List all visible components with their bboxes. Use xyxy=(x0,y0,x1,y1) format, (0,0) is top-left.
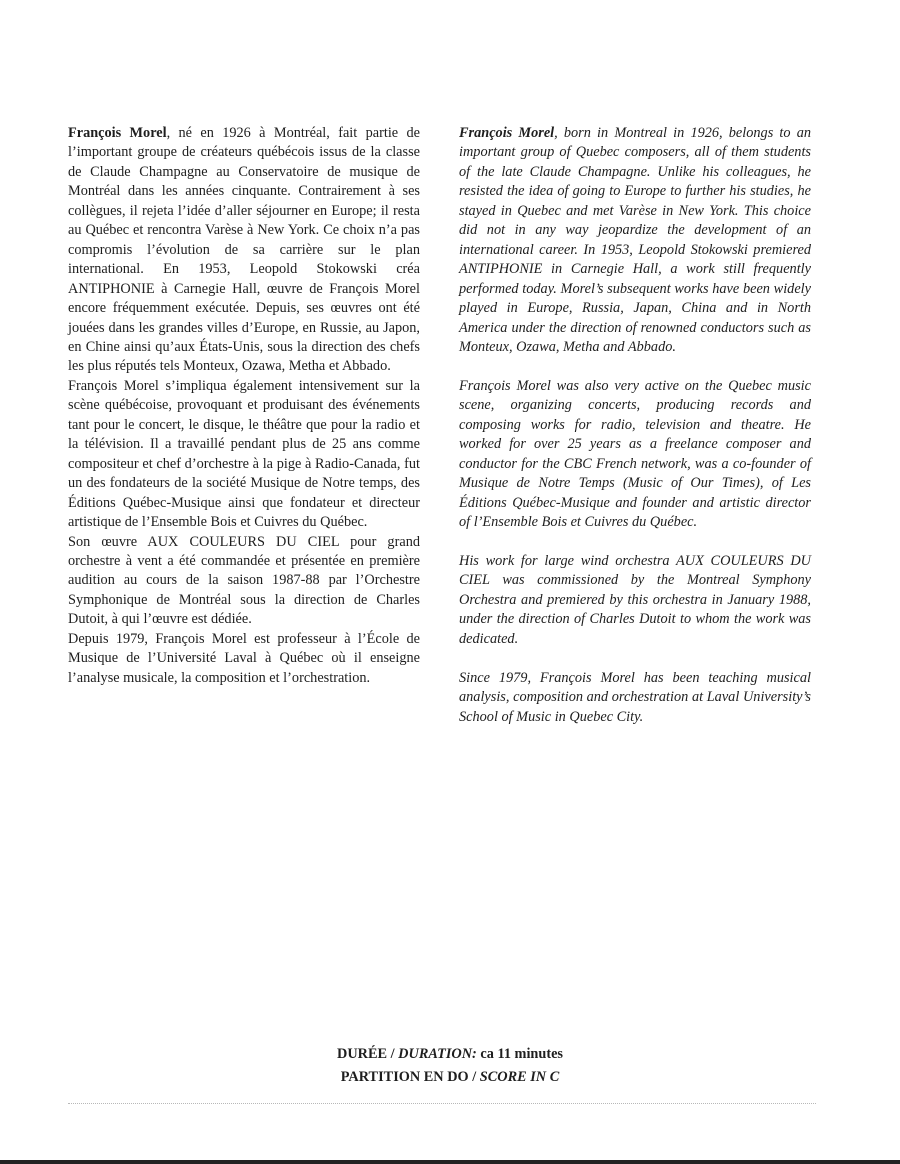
composer-name-fr: François Morel xyxy=(68,125,167,141)
french-paragraph-1 xyxy=(68,124,420,377)
english-biography-column xyxy=(459,124,811,727)
footer-divider xyxy=(68,1103,816,1104)
english-paragraph-1-text: , born in Montreal in 1926, belongs to an important group of Quebec composers, all of them students of the late Claude Champagne. Unlike his colleagues, he resisted the idea of going to Europe to further his studies, he stayed in Quebec and met Varèse in New York. This choice did not in any way jeopardize the development of an international career. In 1953, Leopold Stokowski premiered ANTIPHONIE in Carnegie Hall, a work still frequently performed today. Morel’s subsequent works have been widely played in Europe, Russia, Japan, China and in North America under the direction of renowned conductors such as Monteux, Ozawa, Metha and Abbado. xyxy=(459,125,811,355)
duration-label-fr: DURÉE / xyxy=(337,1046,399,1062)
score-label-en: SCORE IN C xyxy=(479,1069,560,1085)
page-bottom-edge xyxy=(0,1160,900,1164)
score-label-fr: PARTITION EN DO / xyxy=(340,1069,480,1085)
french-paragraph-4: Depuis 1979, François Morel est professeur à l’École de Musique de l’Université Laval à Québec où il enseigne l’analyse musicale, la composition et l’orchestration. xyxy=(68,630,420,686)
french-paragraph-3: Son œuvre AUX COULEURS DU CIEL pour grand orchestre à vent a été commandée et présentée en première audition au cours de la saison 1987-88 par l’Orchestre Symphonique de Montréal sous la direction de Charles Dutoit, à qui l’œuvre est dédiée. xyxy=(68,533,420,628)
composer-name-en: François Morel xyxy=(459,125,555,141)
english-paragraph-4: Since 1979, François Morel has been teaching musical analysis, composition and orchestration at Laval University’s School of Music in Quebec City. xyxy=(459,669,811,725)
english-paragraph-2: François Morel was also very active on the Quebec music scene, organizing concerts, producing records and composing works for radio, television and theatre. He worked for over 25 years as a freelance composer and conductor for the CBC French network, was a co-founder of Musique de Notre Temps (Music of Our Times), of Les Éditions Québec-Musique and founder and artistic director of l’Ensemble Bois et Cuivres du Québec. xyxy=(459,377,811,531)
duration-label-en: DURATION: xyxy=(398,1046,477,1062)
french-biography-column xyxy=(68,124,420,688)
score-line xyxy=(0,1066,900,1089)
english-paragraph-3: His work for large wind orchestra AUX COULEURS DU CIEL was commissioned by the Montreal Symphony Orchestra and premiered by this orchestra in January 1988, under the direction of Charles Dutoit to whom the work was dedicated. xyxy=(459,552,811,647)
french-paragraph-2: François Morel s’impliqua également intensivement sur la scène québécoise, provoquant et produisant des événements tant pour le concert, le disque, le théâtre que pour la radio et la télévision. Il a travaillé pendant plus de 25 ans comme compositeur et chef d’orchestre à la pige à Radio-Canada, fut un des fondateurs de la société Musique de Notre temps, des Éditions Québec-Musique ainsi que fondateur et directeur artistique de l’Ensemble Bois et Cuivres du Québec. xyxy=(68,377,420,531)
english-paragraph-1 xyxy=(459,124,811,357)
duration-line xyxy=(0,1043,900,1066)
duration-value: ca 11 minutes xyxy=(476,1046,563,1062)
score-info-footer xyxy=(0,1043,900,1089)
french-paragraph-1-text: , né en 1926 à Montréal, fait partie de l’important groupe de créateurs québécois issus de la classe de Claude Champagne au Conservatoire de musique de Montréal dans les années cinquante. Contrairement à ses collègues, il rejeta l’idée d’aller séjourner en Europe; il resta au Québec et rencontra Varèse à New York. Ce choix n’a pas compromis l’évolution de sa carrière sur le plan international. En 1953, Leopold Stokowski créa ANTIPHONIE à Carnegie Hall, œuvre de François Morel encore fréquemment exécutée. Depuis, ses œuvres ont été jouées dans les grandes villes d’Europe, en Russie, au Japon, en Chine ainsi qu’aux États-Unis, sous la direction des chefs les plus réputés tels Monteux, Ozawa, Metha et Abbado. xyxy=(68,125,420,375)
